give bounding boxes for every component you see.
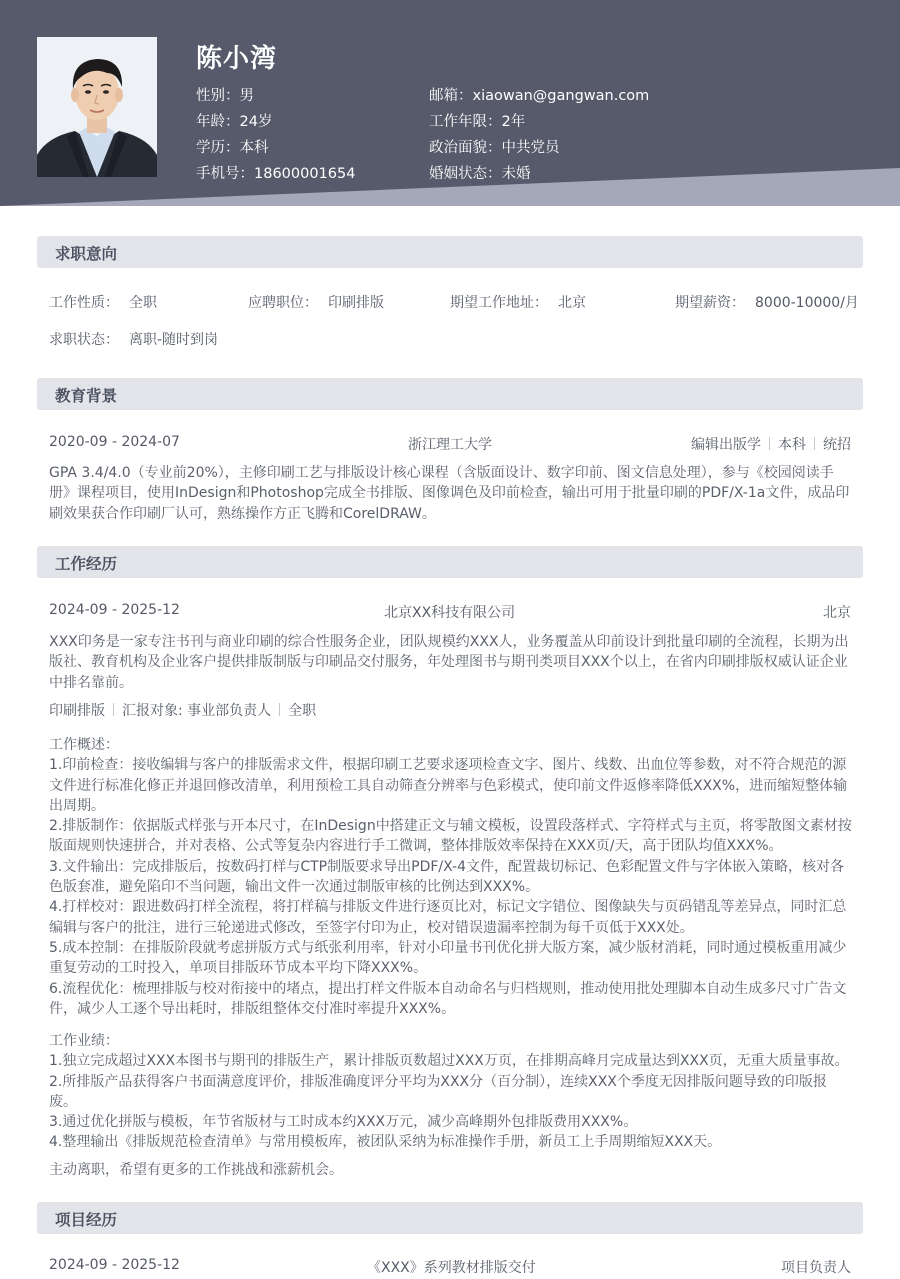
political-status-field: 政治面貌：中共党员 — [429, 140, 560, 156]
education-header-row — [49, 434, 851, 456]
job-type — [49, 292, 157, 312]
work-period: 2024-09 - 2025-12 — [49, 602, 180, 618]
divider — [279, 703, 280, 716]
job-type-value: 全职 — [129, 295, 157, 311]
expected-city-label: 期望工作地址： — [450, 295, 548, 311]
section-title-text: 工作经历 — [55, 555, 118, 573]
section-title-education — [37, 378, 863, 410]
work-overview — [49, 735, 852, 1019]
email-field: 邮箱：xiaowan@gangwan.com — [429, 88, 650, 104]
divider — [814, 437, 815, 450]
expected-salary — [675, 292, 859, 312]
section-title-intention — [37, 236, 863, 268]
age-field: 年龄：24岁 — [196, 114, 273, 130]
education-description — [49, 463, 852, 524]
work-city: 北京 — [823, 605, 851, 621]
candidate-name: 陈小湾 — [196, 44, 278, 74]
phone-field: 手机号：18600001654 — [196, 166, 356, 182]
overview-item: 1.印前检查：接收编辑与客户的排版需求文件，根据印刷工艺要求逐项检查文字、图片、线数、出血位等参数，对不符合规范的源文件进行标准化修正并退回修改清单，利用预检工具自动筛查分辨率与色彩模式，使印前文件返修率降低XXX%，进而缩短整体输出周期。 — [49, 757, 848, 814]
education-period: 2020-09 - 2024-07 — [49, 434, 180, 450]
enrollment-mode: 统招 — [823, 437, 851, 453]
job-status-label: 求职状态： — [49, 332, 119, 348]
tag-report: 汇报对象: 事业部负责人 — [122, 703, 272, 719]
achievement-item: 4.整理输出《排版规范检查清单》与常用模板库，被团队采纳为标准操作手册，新员工上手周期缩短XXX天。 — [49, 1134, 722, 1151]
intention-row-2 — [49, 329, 851, 351]
project-role: 项目负责人 — [781, 1260, 851, 1276]
overview-item: 3.文件输出：完成排版后，按数码打样与CTP制版要求导出PDF/X-4文件，配置裁切标记、色彩配置文件与字体嵌入策略，核对各色版套准，避免陷印不当问题，输出文件一次通过制版审核的比例达到XXX%。 — [49, 858, 844, 896]
job-status — [49, 329, 218, 349]
section-title-work — [37, 546, 863, 578]
overview-item: 6.流程优化：梳理排版与校对衔接中的堵点，提出打样文件版本自动命名与归档规则，推动使用批处理脚本自动生成多尺寸广告文件，减少人工逐个导出耗时，排版组整体交付准时率提升XXX%。 — [49, 980, 847, 1017]
tag-role: 印刷排版 — [49, 703, 105, 719]
expected-city — [450, 292, 586, 312]
project-header-row — [49, 1257, 851, 1279]
degree: 本科 — [778, 437, 806, 453]
overview-item: 4.打样校对：跟进数码打样全流程，将打样稿与排版文件进行逐页比对，标记文字错位、图像缺失与页码错乱等差异点，同时汇总编辑与客户的批注，进行三轮递进式修改，至签字付印为止，校对错误遗漏率控制为每千页低于XXX处。 — [49, 899, 847, 936]
work-achievements — [49, 1031, 852, 1153]
job-status-value: 离职-随时到岗 — [129, 332, 219, 348]
leave-reason-text: 主动离职，希望有更多的工作挑战和涨薪机会。 — [49, 1162, 343, 1178]
work-tags — [49, 700, 316, 720]
education-description-text: GPA 3.4/4.0（专业前20%），主修印刷工艺与排版设计核心课程（含版面设计、数字印前、图文信息处理），参与《校园阅读手册》课程项目，使用InDesign和Photoshop完成全书排版、图像调色及印前检查，输出可用于批量印刷的PDF/X-1a文件，成品印刷效果获合作印刷厂认可，熟练操作方正飞腾和CorelDRAW。 — [49, 465, 850, 522]
work-years-field: 工作年限：2年 — [429, 114, 526, 130]
overview-title: 工作概述： — [49, 737, 119, 753]
education-level-field: 学历：本科 — [196, 140, 269, 156]
marital-status-field: 婚姻状态：未婚 — [429, 166, 531, 182]
gender-field: 性别：男 — [196, 88, 254, 104]
job-type-label: 工作性质： — [49, 295, 119, 311]
company-name: 北京XX科技有限公司 — [384, 605, 516, 621]
divider — [769, 437, 770, 450]
company-intro — [49, 632, 852, 693]
work-header-row — [49, 602, 851, 624]
section-title-project — [37, 1202, 863, 1234]
education-meta — [691, 434, 851, 454]
project-name: 《XXX》系列教材排版交付 — [367, 1260, 536, 1276]
overview-item: 5.成本控制：在排版阶段就考虑拼版方式与纸张利用率，针对小印量书刊优化拼大版方案，减少版材消耗，同时通过模板重用减少重复劳动的工时投入，单项目排版环节成本平均下降XXX%。 — [49, 939, 847, 977]
company-intro-text: XXX印务是一家专注书刊与商业印刷的综合性服务企业，团队规模约XXX人，业务覆盖从印前设计到批量印刷的全流程，长期为出版社、教育机构及企业客户提供排版制版与印刷品交付服务，年处理图书与期刊类项目XXX个以上，在省内印刷排版权威认证企业中排名靠前。 — [49, 634, 849, 691]
divider — [113, 703, 114, 716]
avatar-portrait-icon — [37, 37, 157, 177]
section-title-text: 求职意向 — [55, 245, 118, 263]
major: 编辑出版学 — [691, 437, 761, 453]
section-title-text: 项目经历 — [55, 1211, 118, 1229]
profile-photo — [37, 37, 157, 177]
tag-type: 全职 — [288, 703, 317, 719]
applied-position-label: 应聘职位： — [248, 295, 318, 311]
leave-reason — [49, 1160, 852, 1180]
section-title-text: 教育背景 — [55, 387, 118, 405]
achievements-title: 工作业绩： — [49, 1033, 119, 1049]
expected-city-value: 北京 — [558, 295, 586, 311]
intention-row-1 — [49, 292, 859, 314]
expected-salary-label: 期望薪资： — [675, 295, 745, 311]
achievement-item: 2.所排版产品获得客户书面满意度评价，排版准确度评分平均为XXX分（百分制），连续XXX个季度无因排版问题导致的印版报废。 — [49, 1073, 827, 1110]
school-name: 浙江理工大学 — [408, 437, 492, 453]
applied-position-value: 印刷排版 — [328, 295, 384, 311]
project-period: 2024-09 - 2025-12 — [49, 1257, 180, 1273]
applied-position — [248, 292, 384, 312]
overview-item: 2.排版制作：依据版式样张与开本尺寸，在InDesign中搭建正文与辅文模板，设置段落样式、字符样式与主页，将零散图文素材按版面规则快速拼合，并对表格、公式等复杂内容进行手工微调，整体排版效率保持在XXX页/天，高于团队均值XXX%。 — [49, 818, 852, 855]
expected-salary-value: 8000-10000/月 — [755, 295, 859, 311]
resume-header — [0, 0, 900, 206]
achievement-item: 1.独立完成超过XXX本图书与期刊的排版生产，累计排版页数超过XXX万页，在排期高峰月完成量达到XXX页，无重大质量事故。 — [49, 1053, 849, 1070]
achievement-item: 3.通过优化拼版与模板，年节省版材与工时成本约XXX万元，减少高峰期外包排版费用XXX%。 — [49, 1114, 638, 1131]
